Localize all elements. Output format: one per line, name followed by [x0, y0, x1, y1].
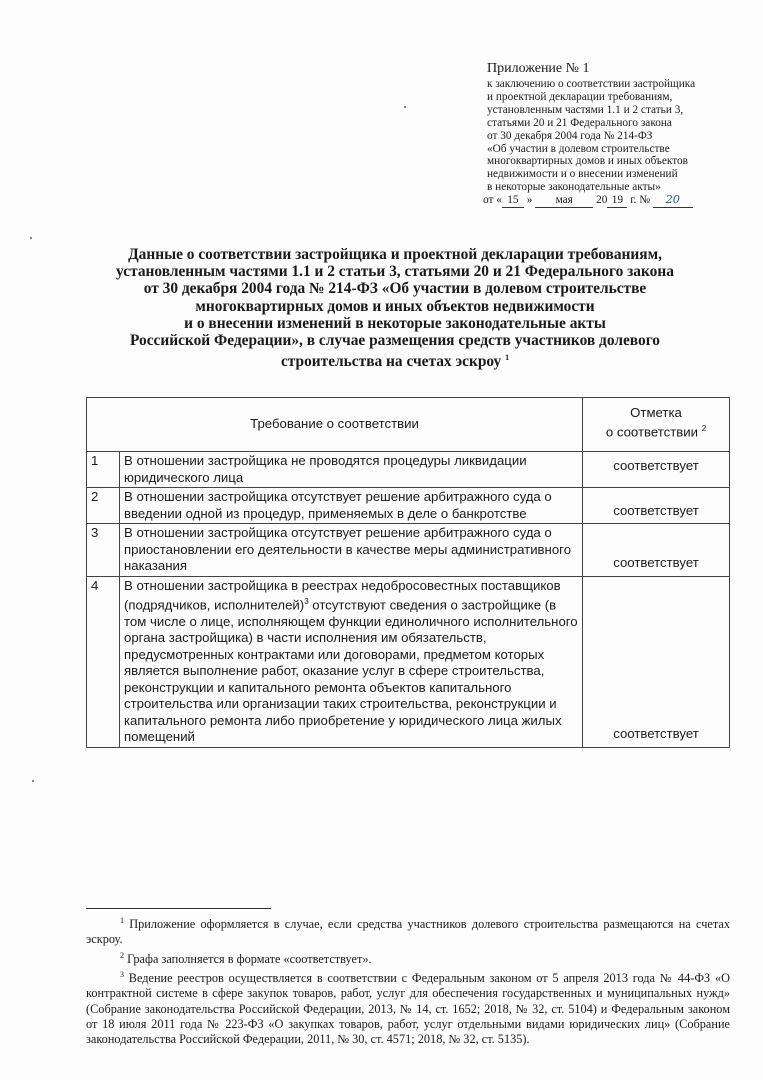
row-mark: соответствует [583, 488, 730, 524]
date-year: 19 [607, 194, 627, 208]
title-line: установленным частями 1.1 и 2 статьи 3, статьями 20 и 21 Федерального закона [116, 263, 674, 281]
footnote-separator [86, 908, 271, 909]
table-row [87, 488, 730, 524]
footnote-ref: 1 [505, 353, 510, 363]
appendix-line: от 30 декабря 2004 года № 214-ФЗ [487, 129, 653, 142]
appendix-line: и проектной декларации требованиям, [487, 90, 673, 103]
row-number: 1 [87, 452, 120, 488]
date-day: 15 [502, 194, 524, 208]
appendix-line: недвижимости и о внесении изменений [487, 168, 678, 181]
scan-speck [404, 106, 406, 108]
appendix-heading: Приложение № 1 [487, 61, 590, 76]
scan-speck [32, 780, 34, 782]
appendix-line: установленным частями 1.1 и 2 статьи 3, [487, 103, 684, 116]
row-mark: соответствует [583, 452, 730, 488]
row-requirement: В отношении застройщика не проводятся процедуры ликвидации юридического лица [120, 452, 583, 488]
header-requirement: Требование о соответствии [87, 398, 583, 452]
row-requirement: В отношении застройщика отсутствует решение арбитражного суда о введении одной из процедур, применяемых в деле о банкротстве [120, 488, 583, 524]
date-year-prefix: 20 [596, 194, 608, 207]
row-mark: соответствует [583, 524, 730, 577]
handwritten-number: 20 [653, 194, 693, 208]
table-row [87, 576, 730, 747]
row-number: 4 [87, 576, 120, 747]
appendix-date [483, 194, 695, 208]
appendix-header [483, 60, 696, 208]
footnote: $^3$ Ведение реестров осуществляется в соответствии с Федеральным законом от 5 апреля 2013 года № 44-ФЗ «О контрактной системе в сфере закупок товаров, работ, услуг для обеспечения государственных и муниципальных нужд» (Собрание законодательства Российской Федерации, 2013, № 14, ст. 1652; 2018, № 32, ст. 5104) и Федеральным законом от 18 июля 2011 года № 223-ФЗ «О закупках товаров, работ, услуг отдельными видами юридических лиц» (Собрание законодательства Российской Федерации, 2011, № 30, ст. 4571; 2018, № 32, ст. 5135). [86, 970, 730, 1047]
title-line: и о внесении изменений в некоторые законодательные акты [184, 314, 606, 332]
title-line: строительства на счетах эскроу $^1$ [280, 353, 510, 371]
table-row [87, 452, 730, 488]
row-number: 3 [87, 524, 120, 577]
table-row [87, 524, 730, 577]
document-title [70, 246, 720, 371]
date-month: мая [535, 194, 593, 208]
footnote: $^1$ Приложение оформляется в случае, если средства участников долевого строительства размещаются на счетах эскроу. [86, 916, 730, 947]
row-mark: соответствует [583, 576, 730, 747]
date-prefix: от « [483, 194, 502, 207]
title-line: многоквартирных домов и иных объектов недвижимости [195, 297, 595, 315]
row-requirement: В отношении застройщика отсутствует решение арбитражного суда о приостановлении его деятельности в качестве меры административного наказания [120, 524, 583, 577]
header-mark: Отметка о соответствии $^2$ [583, 398, 730, 452]
appendix-line: статьями 20 и 21 Федерального закона [487, 116, 672, 129]
row-number: 2 [87, 488, 120, 524]
appendix-line: к заключению о соответствии застройщика [487, 78, 696, 90]
title-line: Российской Федерации», в случае размещения средств участников долевого [129, 332, 660, 350]
footnotes [86, 913, 730, 1048]
date-mid: » [526, 194, 533, 207]
row-requirement: В отношении застройщика в реестрах недобросовестных поставщиков (подрядчиков, исполнителей)$^3$ отсутствуют сведения о застройщике (в том числе о лице, исполняющем функции единоличного исполнительного органа застройщика) в части исполнения им обязательств, предусмотренных контрактами или договорами, предметом которых является выполнение работ, оказание услуг в сфере строительства, реконструкции и капитального ремонта объектов капитального строительства или организации таких строительства, реконструкции и капитального ремонта либо приобретение у юридического лица жилых помещений [120, 576, 583, 747]
footnote: $^2$ Графа заполняется в формате «соответствует». [120, 950, 372, 966]
title-line: Данные о соответствии застройщика и проектной декларации требованиям, [128, 246, 662, 263]
appendix-line: многоквартирных домов и иных объектов [487, 155, 689, 168]
scan-speck [30, 237, 32, 239]
appendix-line: «Об участии в долевом строительстве [487, 142, 670, 155]
appendix-line: в некоторые законодательные акты» [487, 181, 661, 194]
number-label: г. № [630, 194, 650, 207]
requirements-table [86, 397, 730, 748]
title-line: от 30 декабря 2004 года № 214-ФЗ «Об участии в долевом строительстве [143, 280, 647, 298]
table-header [87, 398, 730, 452]
